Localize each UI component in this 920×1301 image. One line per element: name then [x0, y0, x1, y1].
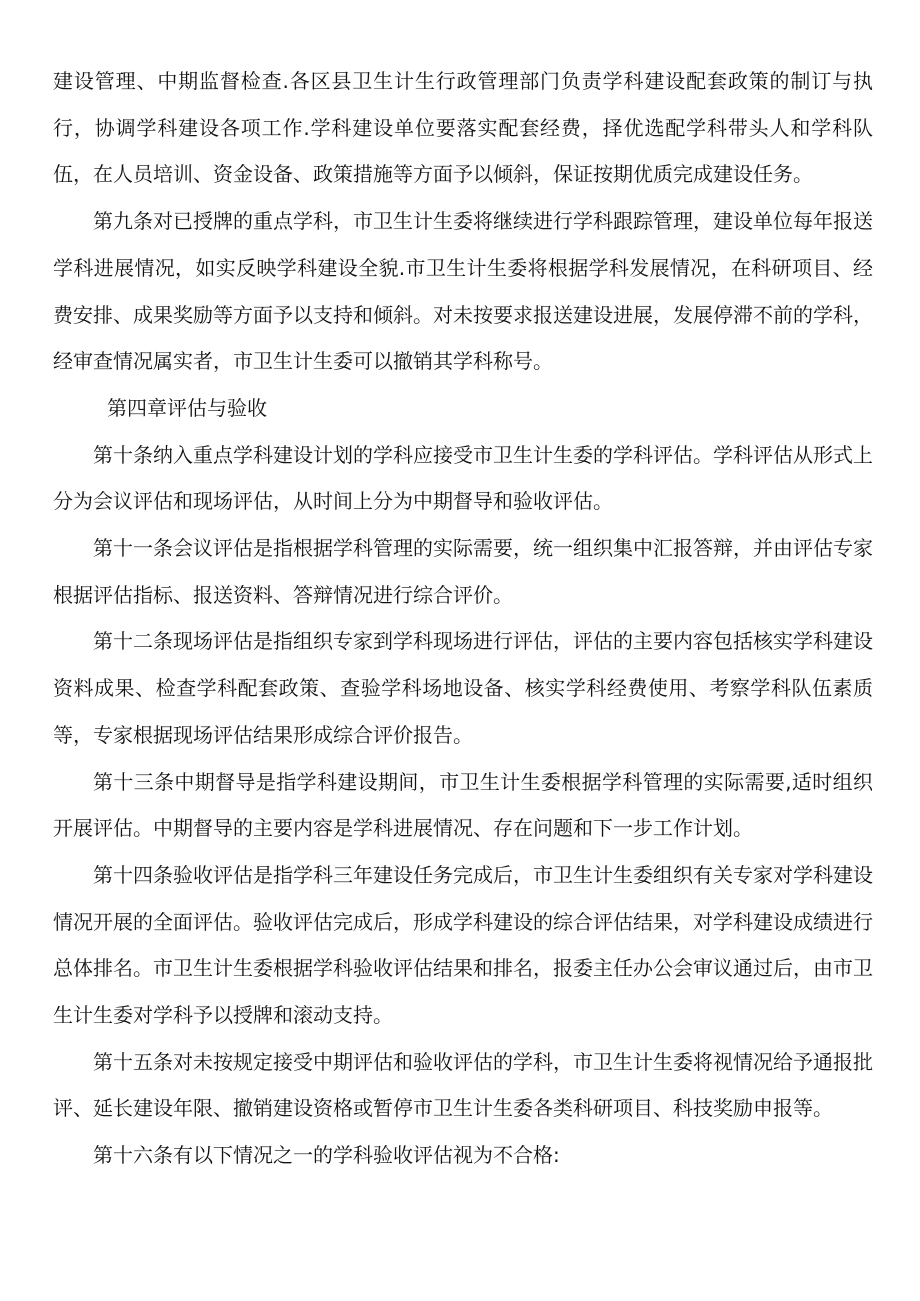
- article-9: 第九条对已授牌的重点学科，市卫生计生委将继续进行学科跟踪管理，建设单位每年报送学科进展情况，如实反映学科建设全貌.市卫生计生委将根据学科发展情况，在科研项目、经费安排、成果奖励等方面予以支持和倾斜。对未按要求报送建设进展，发展停滞不前的学科，经审查情况属实者，市卫生计生委可以撤销其学科称号。: [53, 209, 873, 374]
- article-12: 第十二条现场评估是指组织专家到学科现场进行评估，评估的主要内容包括核实学科建设资料成果、检查学科配套政策、查验学科场地设备、核实学科经费使用、考察学科队伍素质等，专家根据现场评估结果形成综合评价报告。: [53, 629, 873, 747]
- article-14: 第十四条验收评估是指学科三年建设任务完成后，市卫生计生委组织有关专家对学科建设情况开展的全面评估。验收评估完成后，形成学科建设的综合评估结果，对学科建设成绩进行总体排名。市卫生计生委根据学科验收评估结果和排名，报委主任办公会审议通过后，由市卫生计生委对学科予以授牌和滚动支持。: [53, 862, 873, 1028]
- document-body: [53, 58, 873, 1179]
- article-13: 第十三条中期督导是指学科建设期间，市卫生计生委根据学科管理的实际需要,适时组织开展评估。中期督导的主要内容是学科进展情况、存在问题和下一步工作计划。: [53, 769, 873, 841]
- chapter-4-heading: 第四章评估与验收: [107, 395, 267, 420]
- article-11: 第十一条会议评估是指根据学科管理的实际需要，统一组织集中汇报答辩，并由评估专家根据评估指标、报送资料、答辩情况进行综合评价。: [53, 536, 873, 607]
- article-15: 第十五条对未按规定接受中期评估和验收评估的学科，市卫生计生委将视情况给予通报批评、延长建设年限、撤销建设资格或暂停市卫生计生委各类科研项目、科技奖励申报等。: [53, 1049, 873, 1121]
- paragraph-continuation: 建设管理、中期监督检查.各区县卫生计生行政管理部门负责学科建设配套政策的制订与执行，协调学科建设各项工作.学科建设单位要落实配套经费，择优选配学科带头人和学科队伍，在人员培训、资金设备、政策措施等方面予以倾斜，保证按期优质完成建设任务。: [53, 69, 873, 187]
- article-16: 第十六条有以下情况之一的学科验收评估视为不合格:: [93, 1143, 560, 1168]
- article-10: 第十条纳入重点学科建设计划的学科应接受市卫生计生委的学科评估。学科评估从形式上分为会议评估和现场评估，从时间上分为中期督导和验收评估。: [53, 442, 873, 514]
